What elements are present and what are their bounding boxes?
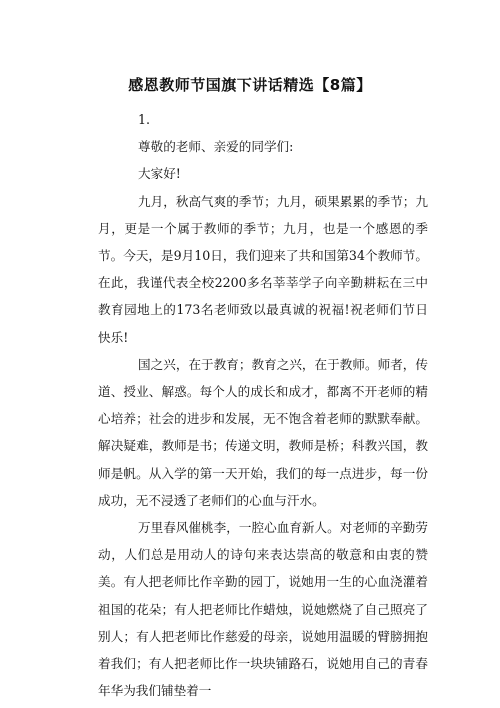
paragraph-1: 九月，秋高气爽的季节；九月，硕果累累的季节；九月，更是一个属于教师的季节；九月，也是一个感恩的季节。今天，是9月10日，我们迎来了共和国第34个教师节。在此，我谨代表全校2200多名莘莘学子向辛勤耕耘在三中教育园地上的173名老师致以最真诚的祝福!祝老师们节日快乐!	[98, 193, 428, 345]
paragraph-3: 万里春风催桃李，一腔心血育新人。对老师的辛勤劳动，人们总是用动人的诗句来表达崇高的敬意和由衷的赞美。有人把老师比作辛勤的园丁，说她用一生的心血浇灌着祖国的花朵；有人把老师比作蜡烛，说她燃烧了自己照亮了别人；有人把老师比作慈爱的母亲，说她用温暖的臂膀拥抱着我们；有人把老师比作一块块铺路石，说她用自己的青春年华为我们铺垫着一	[98, 520, 428, 699]
section-number: 1.	[138, 112, 151, 127]
salutation: 大家好!	[138, 166, 181, 182]
paragraph-2: 国之兴，在于教育；教育之兴，在于教师。师者，传道、授业、解惑。每个人的成长和成才，都离不开老师的精心培养；社会的进步和发展，无不饱含着老师的默默奉献。解决疑难，教师是书；传递文明，教师是桥；科教兴国，教师是帆。从入学的第一天开始，我们的每一点进步，每一份成功，无不浸透了老师们的心血与汗水。	[98, 356, 428, 508]
document-body	[98, 106, 428, 704]
document-title: 感恩教师节国旗下讲话精选【8篇】	[128, 76, 372, 94]
greeting: 尊敬的老师、亲爱的同学们:	[138, 139, 294, 155]
